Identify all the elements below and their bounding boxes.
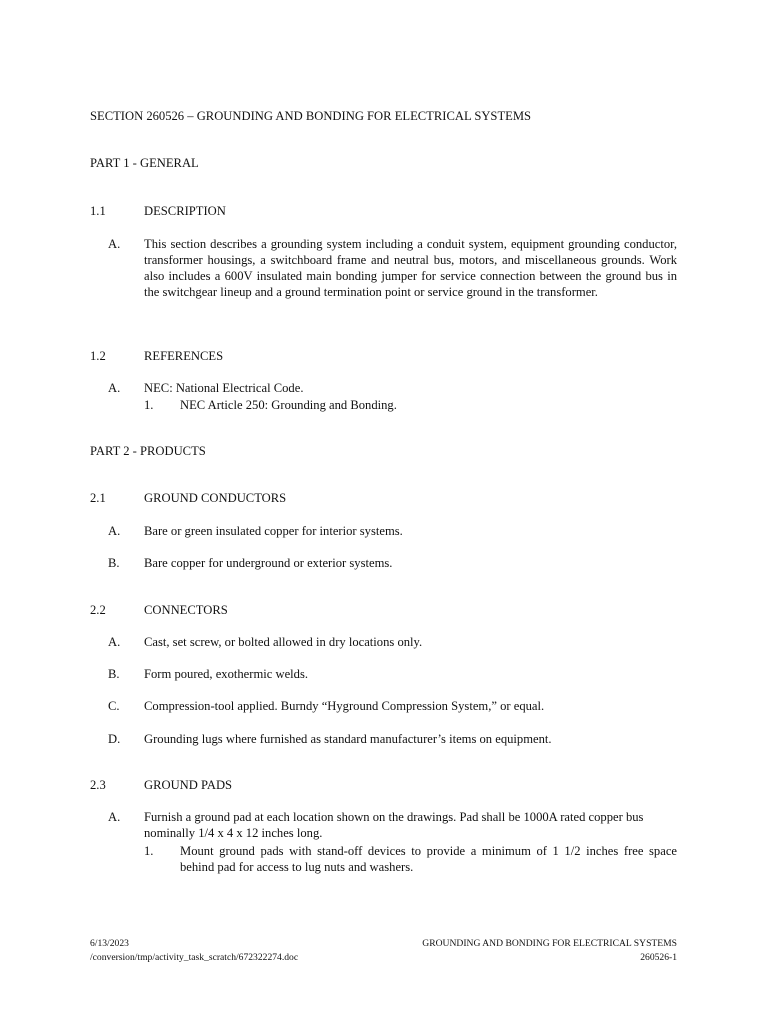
item-1-2-a-1-text: NEC Article 250: Grounding and Bonding.: [180, 398, 397, 412]
article-2-1-number: 2.1: [90, 491, 106, 505]
article-2-3-title: GROUND PADS: [144, 778, 233, 792]
item-2-3-a-1-text: Mount ground pads with stand-off devices to provide a minimum of 1 1/2 inches free space behind pad for access to lug nuts and washers.: [180, 844, 677, 874]
item-2-3-a-letter: A.: [108, 810, 121, 824]
item-2-2-c-letter: C.: [108, 699, 120, 713]
item-1-2-a-letter: A.: [108, 381, 121, 395]
item-2-3-a-text: Furnish a ground pad at each location shown on the drawings. Pad shall be 1000A rated copper bus nominally 1/4 x 4 x 12 inches long.: [144, 810, 644, 840]
footer-file-path: /conversion/tmp/activity_task_scratch/672322274.doc: [90, 952, 299, 963]
item-1-1-a-letter: A.: [108, 237, 121, 251]
section-title: SECTION 260526 – GROUNDING AND BONDING FOR ELECTRICAL SYSTEMS: [90, 109, 532, 123]
item-2-2-a-letter: A.: [108, 635, 121, 649]
item-2-2-a-text: Cast, set screw, or bolted allowed in dry locations only.: [144, 635, 423, 649]
footer-section-title: GROUNDING AND BONDING FOR ELECTRICAL SYSTEMS: [422, 938, 677, 949]
article-2-2-title: CONNECTORS: [144, 603, 228, 617]
footer-date: 6/13/2023: [90, 938, 129, 949]
article-2-1-title: GROUND CONDUCTORS: [144, 491, 287, 505]
part-1-heading: PART 1 - GENERAL: [90, 156, 199, 170]
item-2-2-b-text: Form poured, exothermic welds.: [144, 667, 309, 681]
item-2-1-b-letter: B.: [108, 556, 120, 570]
article-1-1-number: 1.1: [90, 204, 106, 218]
part-2-heading: PART 2 - PRODUCTS: [90, 444, 206, 458]
item-2-1-a-letter: A.: [108, 524, 121, 538]
footer-page-number: 260526-1: [640, 952, 677, 963]
article-2-3-number: 2.3: [90, 778, 106, 792]
item-2-2-b-letter: B.: [108, 667, 120, 681]
article-1-1-title: DESCRIPTION: [144, 204, 226, 218]
item-1-2-a-text: NEC: National Electrical Code.: [144, 381, 304, 395]
item-2-3-a-1-number: 1.: [144, 844, 154, 858]
item-2-2-d-letter: D.: [108, 732, 121, 746]
article-1-2-number: 1.2: [90, 349, 106, 363]
item-1-1-a-text: This section describes a grounding system including a conduit system, equipment grounding conductor, transformer housings, a switchboard frame and neutral bus, motors, and miscellaneous grounds. Work also includes a 600V insulated main bonding jumper for service connection between the ground bus in the switchgear lineup and a ground termination point or service ground in the transformer.: [144, 237, 677, 299]
item-2-2-c-text: Compression-tool applied. Burndy “Hyground Compression System,” or equal.: [144, 699, 545, 713]
item-2-1-b-text: Bare copper for underground or exterior systems.: [144, 556, 393, 570]
item-1-2-a-1-number: 1.: [144, 398, 154, 412]
item-2-1-a-text: Bare or green insulated copper for interior systems.: [144, 524, 403, 538]
item-2-2-d-text: Grounding lugs where furnished as standard manufacturer’s items on equipment.: [144, 732, 552, 746]
article-2-2-number: 2.2: [90, 603, 106, 617]
article-1-2-title: REFERENCES: [144, 349, 224, 363]
